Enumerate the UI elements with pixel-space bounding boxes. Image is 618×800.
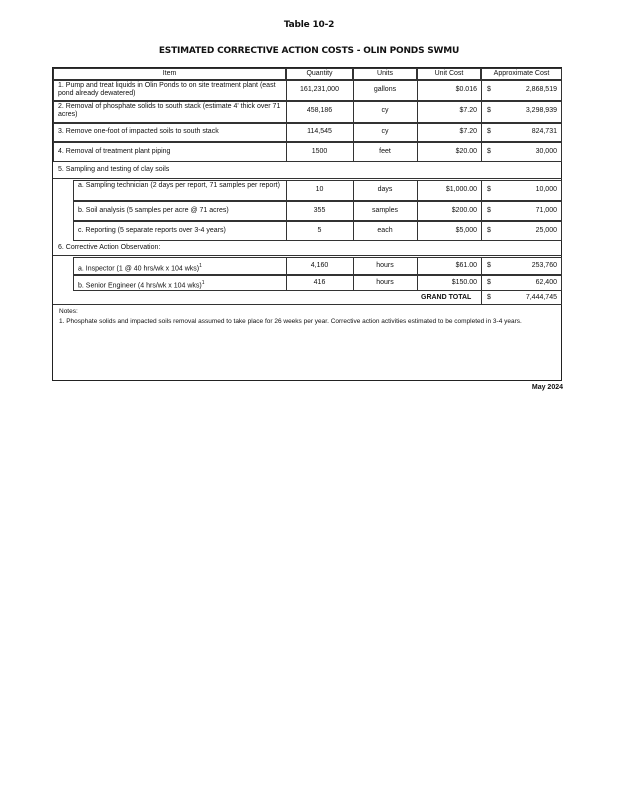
row-5c-item: c. Reporting (5 separate reports over 3-4 years): [78, 227, 226, 234]
row-4-item: 4. Removal of treatment plant piping: [58, 148, 171, 155]
row-4-units: feet: [379, 148, 391, 155]
table-number: Table 10-2: [283, 20, 335, 30]
cost-table: [52, 67, 562, 381]
row-1-units: gallons: [373, 86, 397, 93]
row-5c-cost: 25,000: [535, 227, 557, 234]
row-2-cost: 3,298,939: [525, 107, 557, 114]
header-quantity: Quantity: [306, 70, 333, 77]
header-item: Item: [162, 70, 177, 77]
row-5b-item: b. Soil analysis (5 samples per acre @ 71 acres): [78, 207, 229, 214]
row-6a-cost: 253,760: [531, 262, 557, 269]
row-5c-unit-cost: $5,000: [455, 227, 477, 234]
row-5b-cost: 71,000: [535, 207, 557, 214]
document-date: May 2024: [531, 384, 563, 391]
row-6b-footnote: 1: [201, 280, 205, 286]
grand-total-value: 7,444,745: [525, 294, 557, 301]
row-3-units: cy: [381, 128, 389, 135]
row-6a-dollar: $: [487, 262, 491, 269]
row-5a-unit-cost: $1,000.00: [445, 186, 477, 193]
row-1-unit-cost: $0.016: [455, 86, 477, 93]
row-4-quantity: 1500: [311, 148, 328, 155]
row-5a-dollar: $: [487, 186, 491, 193]
row-2-dollar: $: [487, 107, 491, 114]
row-3-item: 3. Remove one-foot of impacted soils to south stack: [58, 128, 219, 135]
notes-heading: Notes:: [59, 308, 78, 315]
row-5a-units: days: [377, 186, 393, 193]
row-4-dollar: $: [487, 148, 491, 155]
row-5b-dollar: $: [487, 207, 491, 214]
row-5c-quantity: 5: [317, 227, 322, 234]
row-1-dollar: $: [487, 86, 491, 93]
row-6b-item-text: b. Senior Engineer (4 hrs/wk x 104 wks): [78, 282, 202, 290]
grand-total-label: GRAND TOTAL: [421, 294, 472, 301]
row-5b-quantity: 355: [313, 207, 326, 214]
row-1-quantity: 161,231,000: [300, 86, 339, 93]
row-6a-item: [78, 262, 202, 273]
row-5c-dollar: $: [487, 227, 491, 234]
row-1-cost: 2,868,519: [525, 86, 557, 93]
row-5b-units: samples: [371, 207, 399, 214]
header-approx-cost: Approximate Cost: [493, 70, 550, 77]
row-5a-item: a. Sampling technician (2 days per report, 71 samples per report): [78, 182, 280, 189]
row-3-dollar: $: [487, 128, 491, 135]
row-2-quantity: 458,186: [306, 107, 333, 114]
grand-total-dollar: $: [487, 294, 491, 301]
table-title: ESTIMATED CORRECTIVE ACTION COSTS - OLIN PONDS SWMU: [158, 46, 460, 56]
row-6b-dollar: $: [487, 279, 491, 286]
row-4-cost: 30,000: [535, 148, 557, 155]
row-1-item: 1. Pump and treat liquids in Olin Ponds to on site treatment plant (east pond already dewatered): [58, 82, 276, 97]
row-6b-units: hours: [376, 279, 394, 286]
row-2-units: cy: [381, 107, 389, 114]
section-6-label: 6. Corrective Action Observation:: [58, 244, 161, 251]
row-6a-units: hours: [376, 262, 394, 269]
row-5b-unit-cost: $200.00: [451, 207, 477, 214]
row-3-quantity: 114,545: [307, 128, 332, 135]
row-3-unit-cost: $7.20: [459, 128, 477, 135]
row-6b-quantity: 416: [313, 279, 326, 286]
notes-text: 1. Phosphate solids and impacted soils removal assumed to take place for 26 weeks per year. Corrective action activities estimated to be completed in 3-4 years.: [59, 318, 522, 325]
row-5a-quantity: 10: [315, 186, 324, 193]
row-3-cost: 824,731: [531, 128, 557, 135]
row-6a-item-text: a. Inspector (1 @ 40 hrs/wk x 104 wks): [78, 265, 200, 273]
row-6b-item: [78, 279, 205, 290]
row-6b-cost: 62,400: [535, 279, 557, 286]
row-5a-cost: 10,000: [535, 186, 557, 193]
row-6a-unit-cost: $61.00: [455, 262, 477, 269]
row-2-item: 2. Removal of phosphate solids to south stack (estimate 4' thick over 71 acres): [58, 103, 281, 118]
header-unit-cost: Unit Cost: [434, 70, 464, 77]
section-5-label: 5. Sampling and testing of clay soils: [58, 166, 170, 173]
row-4-unit-cost: $20.00: [455, 148, 477, 155]
row-5c-units: each: [377, 227, 393, 234]
row-6b-unit-cost: $150.00: [451, 279, 477, 286]
row-2-unit-cost: $7.20: [459, 107, 477, 114]
header-units: Units: [377, 70, 393, 77]
row-6a-footnote: 1: [199, 263, 202, 269]
row-6a-quantity: 4,160: [310, 262, 329, 269]
